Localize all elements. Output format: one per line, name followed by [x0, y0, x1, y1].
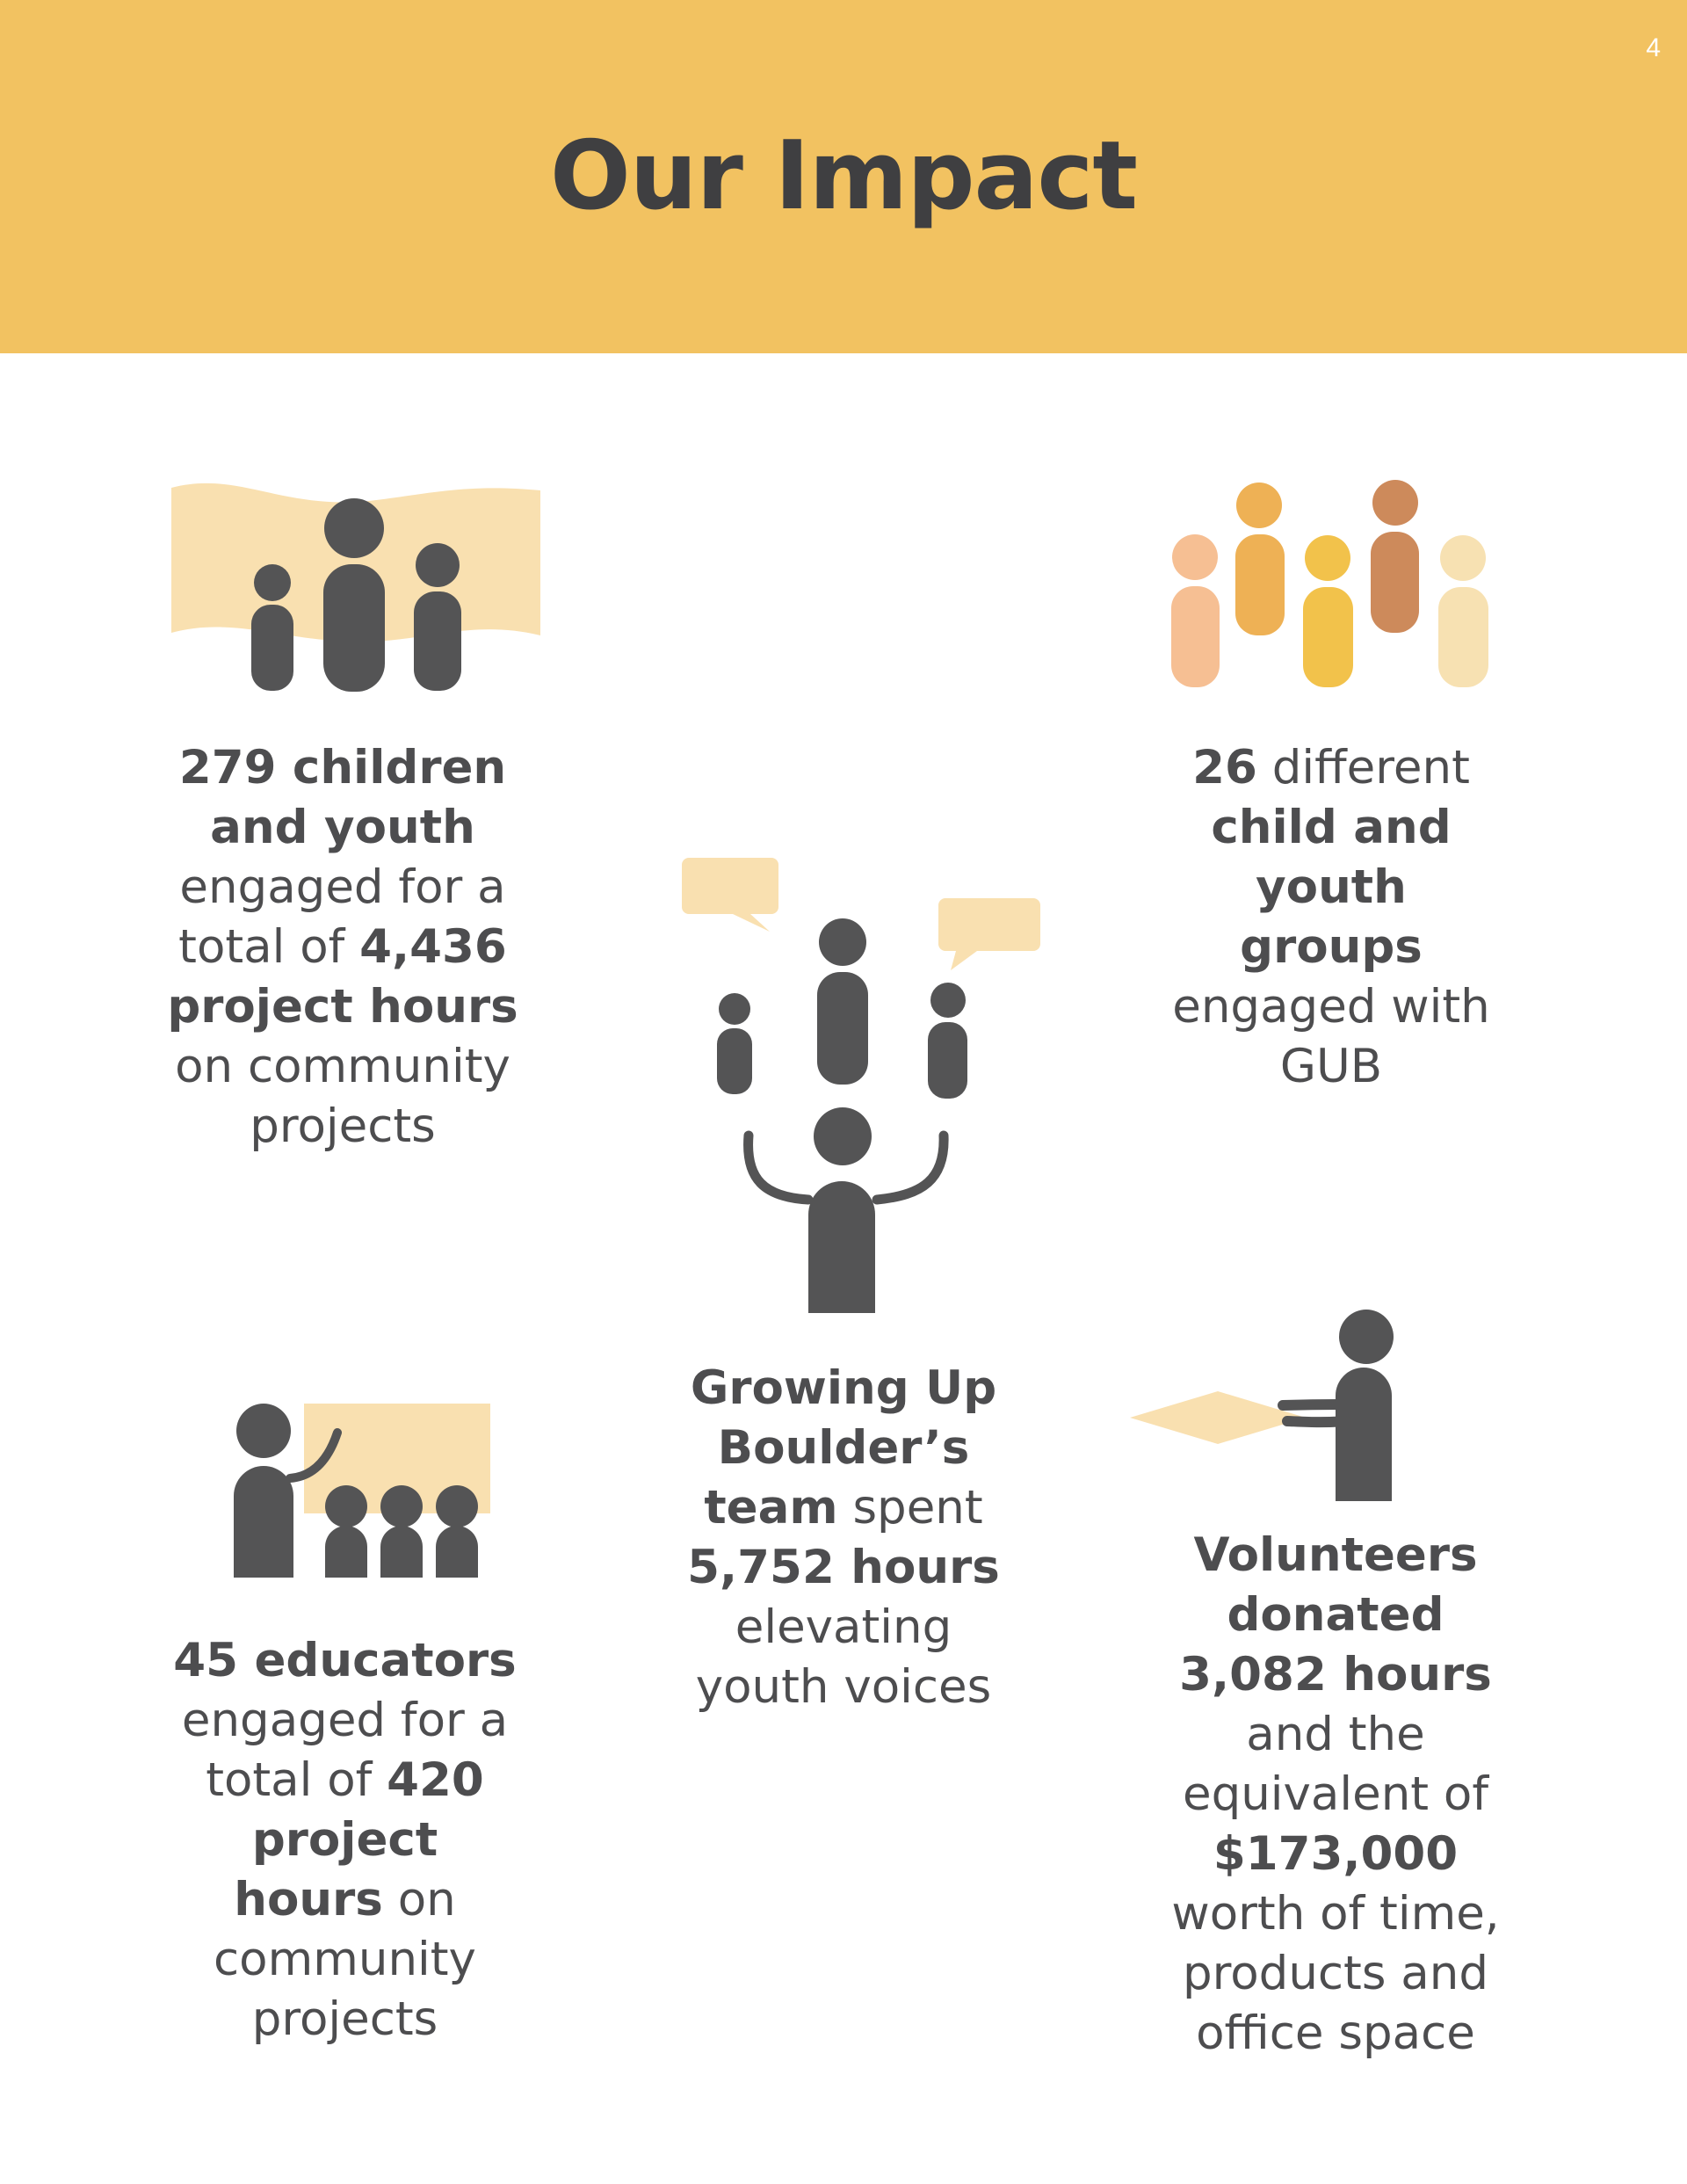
- stat-children-youth: [167, 738, 518, 1157]
- page-number: 4: [1646, 33, 1661, 62]
- child-medium-body: [414, 591, 461, 691]
- diamond-item: [1130, 1391, 1306, 1444]
- stat-text: and the equivalent of: [1182, 1708, 1489, 1821]
- stat-text: engaged for a total of: [178, 860, 506, 974]
- stat-educators: [171, 1631, 518, 2050]
- stat-highlight: child and youth groups: [1211, 801, 1452, 974]
- stat-highlight: $173,000: [1213, 1827, 1459, 1881]
- family-with-flag-icon: [167, 475, 545, 694]
- stat-team-hours: [677, 1359, 1010, 1717]
- stat-highlight: 279 children and youth: [178, 741, 507, 854]
- stat-highlight: 420 project hours: [234, 1753, 484, 1926]
- stat-highlight: 26: [1192, 741, 1257, 795]
- stat-highlight: 45 educators: [173, 1634, 517, 1687]
- stat-highlight: Growing Up Boulder’s team: [690, 1361, 997, 1535]
- child-medium-head: [416, 543, 460, 587]
- stat-text: spent: [837, 1481, 983, 1535]
- youth-voices-speech-icon: [677, 853, 1046, 1310]
- stat-text: different: [1256, 741, 1470, 795]
- child-small-body: [251, 605, 293, 691]
- adult-head: [324, 498, 384, 558]
- stat-text: on community projects: [214, 1873, 476, 2046]
- stat-text: engaged for a total of: [181, 1694, 509, 1807]
- speech-bubble-left: [682, 858, 778, 932]
- child-small-head: [254, 564, 291, 601]
- speech-bubble-right: [938, 898, 1040, 970]
- stat-youth-groups: [1164, 738, 1498, 1097]
- stat-highlight: 5,752 hours: [687, 1541, 1000, 1594]
- stat-highlight: Volunteers donated 3,082 hours: [1179, 1528, 1492, 1701]
- header-banner: [0, 0, 1687, 353]
- stat-text: engaged with GUB: [1172, 980, 1490, 1093]
- teacher-with-students-icon: [230, 1397, 494, 1582]
- adult-body: [323, 564, 385, 692]
- stat-text: elevating youth voices: [695, 1600, 992, 1714]
- stat-volunteers: [1151, 1526, 1520, 2064]
- stat-text: worth of time, products and office space: [1171, 1887, 1500, 2060]
- stat-highlight: 4,436 project hours: [167, 920, 518, 1034]
- page-title: Our Impact: [549, 121, 1138, 231]
- diverse-people-group-icon: [1169, 479, 1494, 690]
- stat-text: on community projects: [175, 1040, 510, 1153]
- volunteer-giving-icon: [1125, 1305, 1406, 1503]
